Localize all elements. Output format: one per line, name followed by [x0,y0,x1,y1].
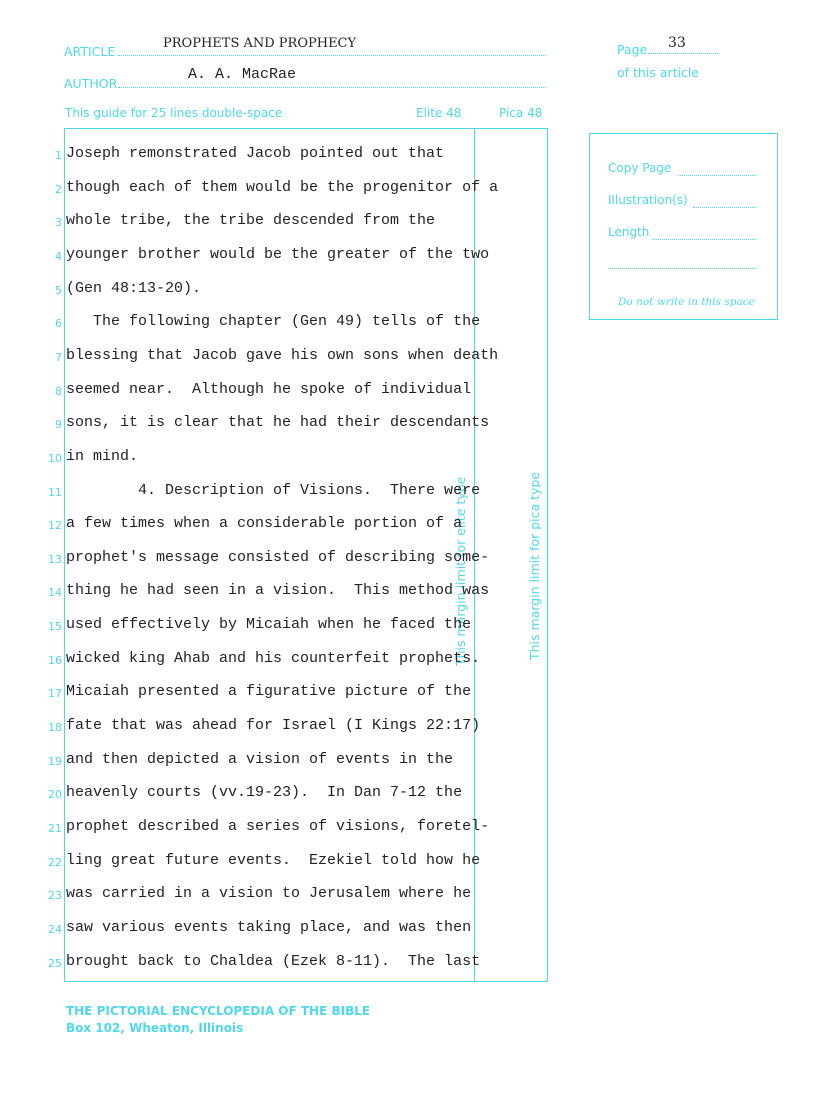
body-line: wicked king Ahab and his counterfeit prophets. [66,649,481,667]
line-number: 23 [48,889,62,903]
body-line: The following chapter (Gen 49) tells of the [66,313,481,331]
grid-left-rule [64,128,65,981]
line-number: 5 [55,283,62,297]
page-of-label: of this article [617,65,700,80]
grid-top-rule [64,128,548,129]
article-underline [118,55,546,56]
author-underline [118,87,546,88]
office-use-box [589,133,778,320]
body-line: Micaiah presented a figurative picture of the [66,683,472,701]
line-number: 22 [48,855,62,869]
body-line: saw various events taking place, and was then [66,918,472,936]
elite-margin-label: This margin limit for elite type [453,476,468,666]
copy-page-line [678,175,757,176]
line-number: 10 [48,451,62,465]
line-number: 7 [55,350,62,364]
body-line: heavenly courts (vv.19-23). In Dan 7-12 the [66,784,463,802]
body-line: fate that was ahead for Israel (I Kings 22:17) [66,717,481,735]
line-number: 3 [55,216,62,230]
line-number: 12 [48,519,62,533]
line-number: 16 [48,653,62,667]
body-line: though each of them would be the progenitor of a [66,178,499,196]
illustrations-line [693,207,757,208]
body-line: Joseph remonstrated Jacob pointed out that [66,145,445,162]
line-number: 21 [48,822,62,835]
page-underline [648,53,718,54]
do-not-write-label: Do not write in this space [618,296,755,308]
article-title: PROPHETS AND PROPHECY [163,36,357,51]
footer-publisher: THE PICTORIAL ENCYCLOPEDIA OF THE BIBLE [66,1004,371,1018]
pica-margin-rule [547,128,548,981]
body-line: ling great future events. Ezekiel told how he [66,851,481,869]
length-line [652,239,757,240]
body-line: brought back to Chaldea (Ezek 8-11). The last [66,952,481,970]
article-label: ARTICLE [64,44,116,59]
page-label: Page [617,42,648,57]
author-name: A. A. MacRae [188,66,297,83]
body-line: seemed near. Although he spoke of individual [66,380,472,398]
line-number: 14 [48,586,62,600]
body-line: sons, it is clear that he had their descendants [66,414,490,432]
line-number: 15 [48,620,62,634]
illustrations-label: Illustration(s) [608,193,688,207]
body-line: a few times when a considerable portion of a [66,515,463,533]
line-number: 8 [55,384,62,398]
line-number: 25 [48,956,62,970]
body-line: (Gen 48:13-20). [66,279,202,297]
length-label: Length [608,225,650,239]
line-number: 2 [55,182,62,196]
line-number: 4 [55,249,62,263]
body-line: whole tribe, the tribe descended from the [66,212,436,230]
guide-text: This guide for 25 lines double-space [65,106,283,120]
body-line: prophet's message consisted of describing some- [66,548,490,566]
guide-pica: Pica 48 [499,106,543,120]
copy-page-label: Copy Page [608,161,672,175]
page-number: 33 [668,35,686,51]
line-number: 18 [48,721,62,735]
line-number: 19 [48,754,62,768]
body-line: blessing that Jacob gave his own sons when death [66,346,499,364]
guide-elite: Elite 48 [416,106,462,120]
body-line: younger brother would be the greater of the two [66,245,490,263]
line-number: 6 [55,317,62,331]
footer-address: Box 102, Wheaton, Illinois [66,1021,244,1035]
line-number: 11 [48,485,62,499]
grid-bottom-rule [64,981,548,982]
line-number: 24 [48,922,62,936]
body-line: 4. Description of Visions. There were [66,481,481,499]
body-line: used effectively by Micaiah when he faced the [66,616,472,634]
line-number: 20 [48,788,62,802]
blank-line [608,268,757,269]
body-line: was carried in a vision to Jerusalem where he [66,885,472,903]
body-line: and then depicted a vision of events in the [66,750,454,768]
pica-margin-label: This margin limit for pica type [527,471,542,660]
line-number: 13 [48,552,62,566]
body-line: thing he had seen in a vision. This method was [66,582,490,600]
line-number: 1 [55,149,62,162]
line-number: 17 [48,687,62,701]
body-line: prophet described a series of visions, foretel- [66,818,490,835]
line-number: 9 [55,418,62,432]
author-label: AUTHOR [64,76,118,91]
body-line: in mind. [66,447,139,465]
